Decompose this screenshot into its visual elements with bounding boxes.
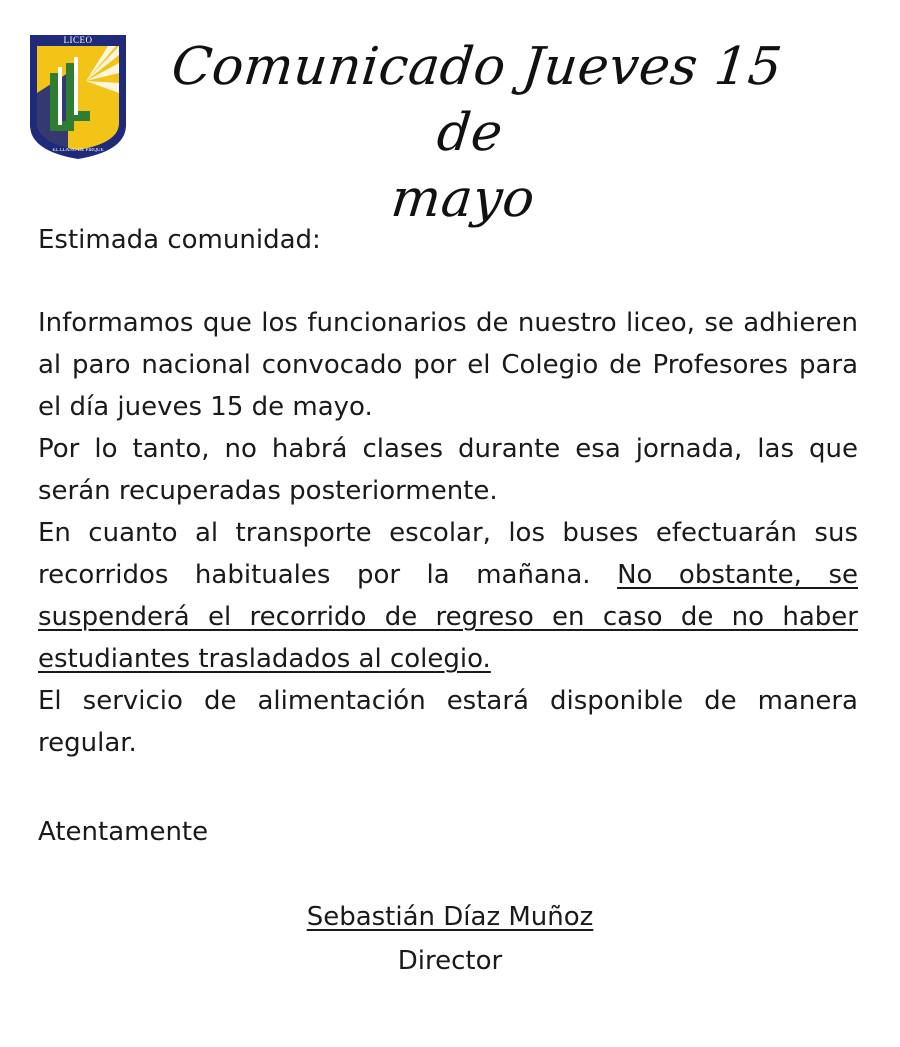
signature-name (0, 896, 900, 938)
closing: Atentamente (38, 817, 209, 847)
signature-role: Director (397, 946, 503, 976)
school-logo (28, 33, 128, 161)
paragraph-4: El servicio de alimentación estará disponible de manera regular. (38, 686, 858, 758)
logo-top-text: LICEO (63, 35, 93, 45)
paragraph-1: Informamos que los funcionarios de nuestro liceo, se adhieren al paro nacional convocado por el Colegio de Profesores para el día jueves 15 de mayo. (38, 308, 858, 422)
paragraph-3-text: En cuanto al transporte escolar, los buses efectuarán sus recorridos habituales por la mañana. (38, 518, 858, 590)
page-title (140, 34, 801, 232)
signature-name-text: Sebastián Díaz Muñoz (306, 902, 594, 932)
paragraph-2: Por lo tanto, no habrá clases durante esa jornada, las que serán recuperadas posteriormente. (38, 434, 858, 506)
paragraph-3 (38, 512, 858, 680)
main-body (38, 302, 858, 764)
title-line-1: Comunicado Jueves 15 de (168, 37, 786, 163)
school-crest-icon (28, 33, 128, 161)
salutation: Estimada comunidad: (38, 225, 321, 255)
title-line-2: mayo (388, 169, 538, 229)
logo-bottom-text: EL LLANO DE PIRQUE (52, 148, 104, 153)
paragraph-3-underlined-text: No obstante, se suspenderá el recorrido de regreso en caso de no haber estudiantes trasladados al colegio. (38, 560, 858, 674)
